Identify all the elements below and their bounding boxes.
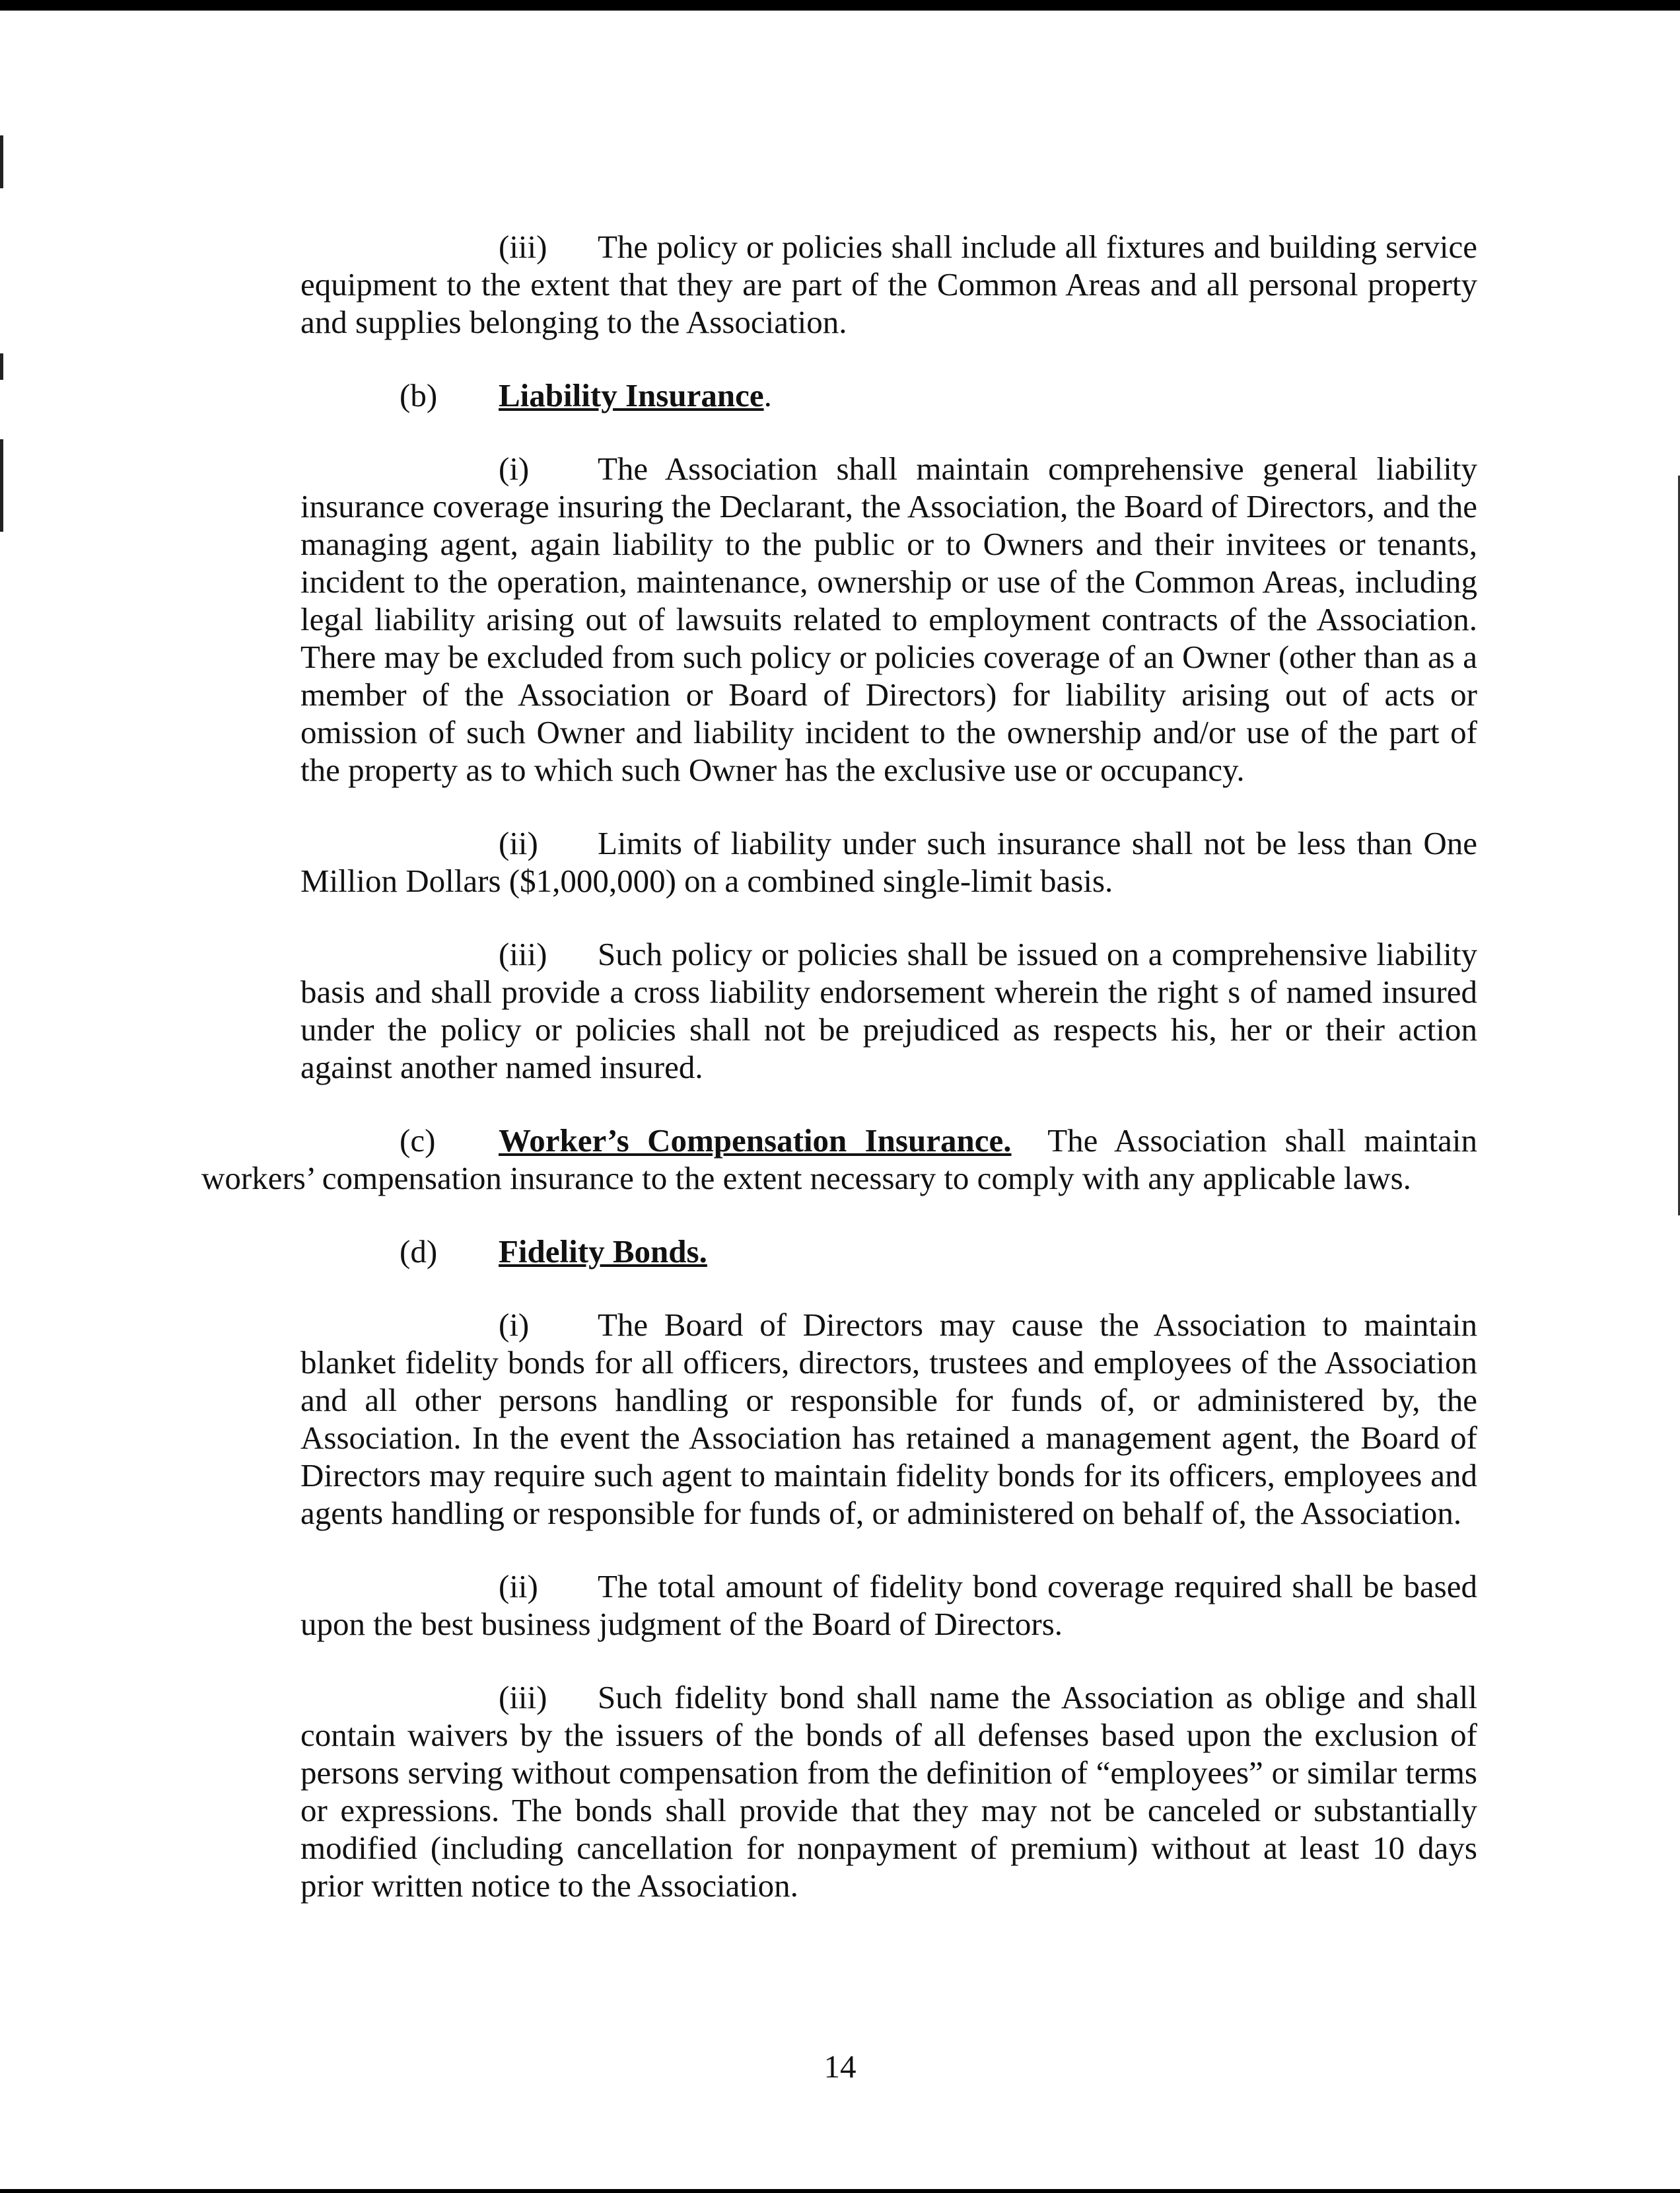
paragraph-number: (ii) xyxy=(499,1568,538,1604)
paragraph-number: (iii) xyxy=(499,936,547,972)
paragraph-text: Such fidelity bond shall name the Association as oblige and shall contain waivers by the issuers of the bonds of all defenses based upon the exclusion of persons serving without compensation from the definition of “employees” or similar terms or expressions. The bonds shall provide that they may not be canceled or substantially modified (including cancellation for nonpayment of premium) without at least 10 days prior written notice to the Association. xyxy=(300,1679,1477,1904)
paragraph-d-iii xyxy=(300,1678,1477,1904)
paragraph-a-iii xyxy=(300,228,1477,341)
section-title: Worker’s Compensation Insurance. xyxy=(499,1122,1012,1159)
section-title-punctuation: . xyxy=(763,377,772,413)
section-heading-b xyxy=(300,377,1477,414)
paragraph-number: (ii) xyxy=(499,825,538,861)
section-title: Liability Insurance xyxy=(499,377,764,413)
page-number: 14 xyxy=(823,2048,857,2085)
paragraph-text: The total amount of fidelity bond coverage required shall be based upon the best business judgment of the Board of Directors. xyxy=(300,1568,1477,1642)
section-title: Fidelity Bonds. xyxy=(499,1233,707,1270)
section-number: (d) xyxy=(400,1233,438,1270)
paragraph-text: The policy or policies shall include all fixtures and building service equipment to the extent that they are part of the Common Areas and all personal property and supplies belonging to the Association. xyxy=(300,229,1477,340)
document-page xyxy=(201,228,1478,1940)
paragraph-number: (i) xyxy=(499,1307,530,1343)
paragraph-d-ii xyxy=(300,1567,1477,1643)
section-number: (b) xyxy=(400,377,438,413)
scan-edge-mark xyxy=(0,135,3,188)
paragraph-text: The Association shall maintain comprehensive general liability insurance coverage insuring the Declarant, the Association, the Board of Directors, and the managing agent, again liability to the public or to Owners and their invitees or tenants, incident to the operation, maintenance, ownership or use of the Common Areas, including legal liability arising out of lawsuits related to employment contracts of the Association. There may be excluded from such policy or policies coverage of an Owner (other than as a member of the Association or Board of Directors) for liability arising out of acts or omission of such Owner and liability incident to the ownership and/or use of the part of the property as to which such Owner has the exclusive use or occupancy. xyxy=(300,450,1477,788)
paragraph-text: Limits of liability under such insurance shall not be less than One Million Dollars ($1,000,000) on a combined single-limit basis. xyxy=(300,825,1477,899)
section-text: The Association shall maintain workers’ compensation insurance to the extent necessary to comply with any applicable laws. xyxy=(201,1122,1478,1196)
paragraph-number: (iii) xyxy=(499,229,547,265)
section-heading-d xyxy=(300,1233,1477,1270)
scan-edge-mark xyxy=(0,439,3,532)
section-number: (c) xyxy=(400,1122,436,1159)
scan-edge-mark xyxy=(0,353,3,380)
paragraph-b-i xyxy=(300,450,1477,789)
paragraph-b-iii xyxy=(300,935,1477,1086)
paragraph-b-ii xyxy=(300,824,1477,900)
paragraph-number: (iii) xyxy=(499,1679,547,1715)
paragraph-text: Such policy or policies shall be issued on a comprehensive liability basis and shall provide a cross liability endorsement wherein the right s of named insured under the policy or policies shall not be prejudiced as respects his, her or their action against another named insured. xyxy=(300,936,1477,1085)
paragraph-number: (i) xyxy=(499,450,530,487)
paragraph-text: The Board of Directors may cause the Association to maintain blanket fidelity bonds for all officers, directors, trustees and employees of the Association and all other persons handling or responsible for funds of, or administered by, the Association. In the event the Association has retained a management agent, the Board of Directors may require such agent to maintain fidelity bonds for its officers, employees and agents handling or responsible for funds of, or administered on behalf of, the Association. xyxy=(300,1307,1477,1531)
section-c xyxy=(201,1122,1477,1197)
paragraph-d-i xyxy=(300,1306,1477,1532)
